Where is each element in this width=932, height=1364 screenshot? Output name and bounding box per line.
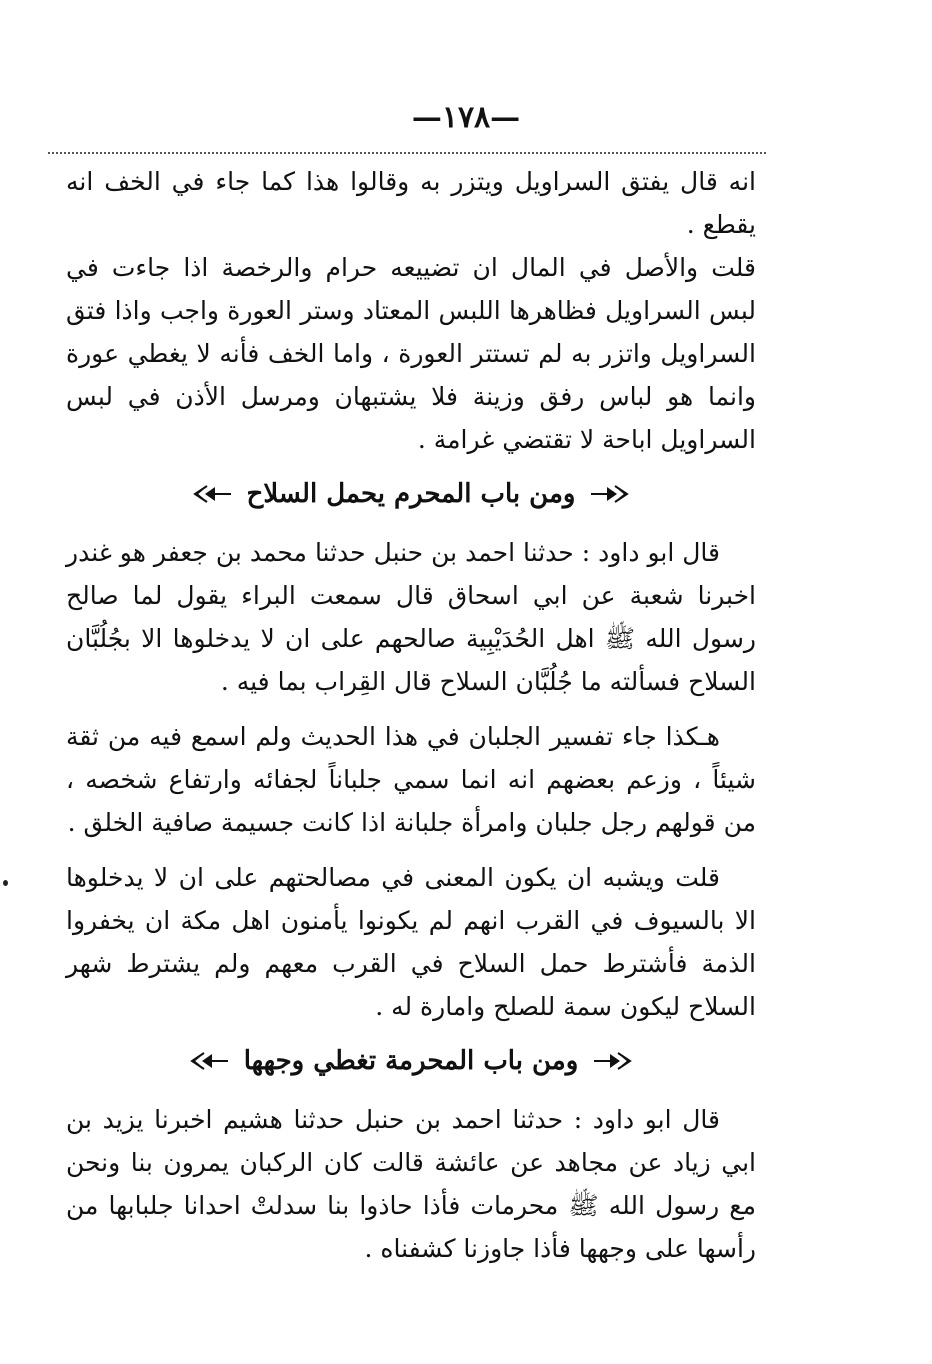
ornament-left-icon: [193, 483, 233, 505]
ornament-right-icon: [589, 483, 629, 505]
paragraph-explanation: هـكذا جاء تفسير الجلبان في هذا الحديث ولم اسمع فيه من ثقة شيئاً ، وزعم بعضهم انه انما سمي جلباناً لجفائه وارتفاع شخصه ، من قولهم رجل جلبان وامرأة جلبانة اذا كانت جسيمة صافية الخلق .: [66, 722, 756, 837]
header-dotted-rule: [48, 152, 766, 154]
paragraph-continuation: انه قال يفتق السراويل ويتزر به وقالوا هذا كما جاء في الخف انه يقطع .: [66, 167, 756, 239]
chapter-title: ومن باب المحرمة تغطي وجهها: [243, 1046, 579, 1076]
paragraph-commentary: قلت والأصل في المال ان تضييعه حرام والرخصة اذا جاءت في لبس السراويل فظاهرها اللبس المعتاد وستر العورة واجب واذا فتق السراويل واتزر به لم تستتر العورة ، واما الخف فأنه لا يغطي عورة وانما هو لباس رفق وزينة فلا يشتبهان ومرسل الأذن في لبس السراويل اباحة لا تقتضي غرامة .: [66, 253, 756, 454]
paragraph-hadith-2: قال ابو داود : حدثنا احمد بن حنبل حدثنا هشيم اخبرنا يزيد بن ابي زياد عن مجاهد عن عائشة قالت كان الركبان يمرون بنا ونحن مع رسول الله ﷺ محرمات فأذا حاذوا بنا سدلتْ احدانا جلبابها من رأسها على وجهها فأذا جاوزنا كشفناه .: [66, 1105, 756, 1263]
chapter-heading-covering-face: [66, 1034, 756, 1088]
ornament-right-icon: [592, 1050, 632, 1072]
chapter-title: ومن باب المحرم يحمل السلاح: [246, 479, 576, 509]
scan-speck: [3, 880, 8, 886]
page-number: —١٧٨—: [411, 100, 521, 135]
ornament-left-icon: [190, 1050, 230, 1072]
paragraph-hadith-1: قال ابو داود : حدثنا احمد بن حنبل حدثنا محمد بن جعفر هو غندر اخبرنا شعبة عن ابي اسحاق قال سمعت البراء يقول لما صالح رسول الله ﷺ اهل الحُدَيْبِية صالحهم على ان لا يدخلوها الا بجُلُبَّان السلاح فسألته ما جُلُبَّان السلاح قال القِراب بما فيه .: [66, 538, 756, 696]
chapter-heading-carrying-weapons: [66, 467, 756, 521]
body-text: [66, 160, 756, 1270]
paragraph-opinion: قلت ويشبه ان يكون المعنى في مصالحتهم على ان لا يدخلوها الا بالسيوف في القرب انهم لم يكونوا يأمنون اهل مكة ان يخفروا الذمة فأشترط حمل السلاح في القرب معهم ولم يشترط شهر السلاح ليكون سمة للصلح وامارة له .: [66, 863, 756, 1021]
